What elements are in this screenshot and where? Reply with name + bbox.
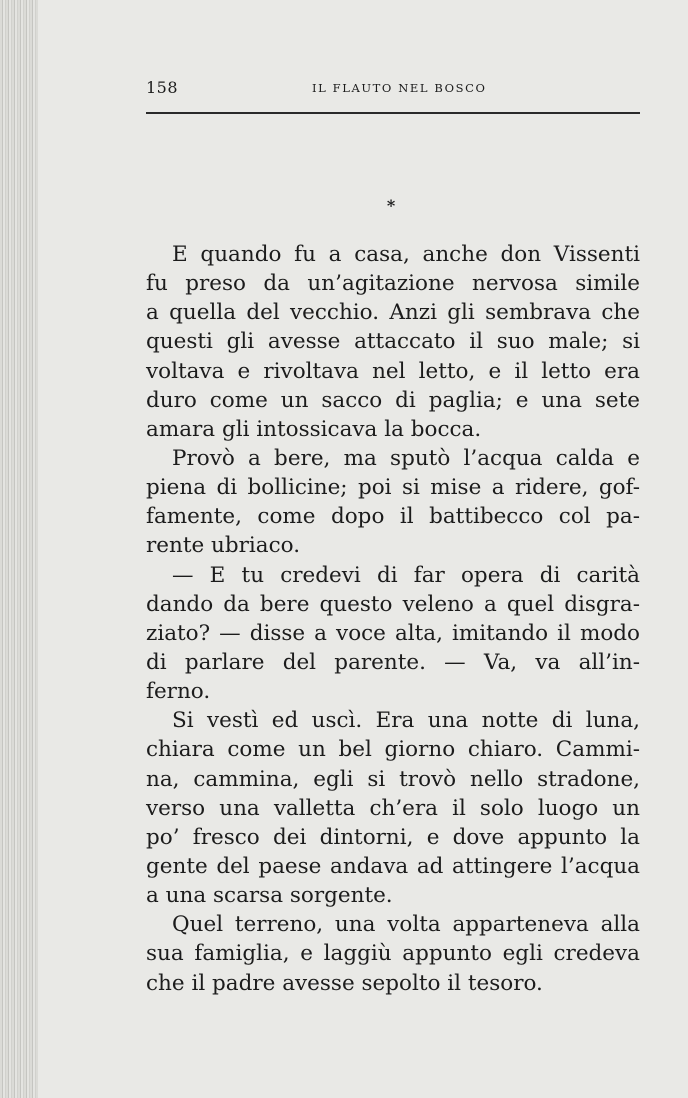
text-line: chiara come un bel giorno chiaro. Cammi- <box>146 737 640 763</box>
section-ornament: * <box>386 196 396 215</box>
text-line: duro come un sacco di paglia; e una sete <box>146 387 640 413</box>
text-line: E quando fu a casa, anche don Vissenti <box>172 242 640 267</box>
body-text <box>146 240 640 998</box>
text-line: Si vestì ed uscì. Era una notte di luna, <box>172 708 640 734</box>
text-line: piena di bollicine; poi si mise a ridere, gof- <box>146 475 640 501</box>
text-line: gente del paese andava ad attingere l’acqua <box>146 853 640 879</box>
page-gutter-shadow <box>0 0 38 1098</box>
text-line: dando da bere questo veleno a quel disgra- <box>146 591 640 617</box>
text-line: rente ubriaco. <box>146 533 301 559</box>
text-line: verso una valletta ch’era il solo luogo un <box>146 795 640 821</box>
text-line: Provò a bere, ma sputò l’acqua calda e <box>172 445 640 471</box>
header-rule <box>146 112 640 114</box>
text-line: a una scarsa sorgente. <box>146 883 393 909</box>
text-line: po’ fresco dei dintorni, e dove appunto la <box>146 824 640 850</box>
text-line: famente, come dopo il battibecco col pa- <box>146 504 640 530</box>
running-title: IL FLAUTO NEL BOSCO <box>312 81 487 95</box>
text-line: Quel terreno, una volta apparteneva alla <box>172 912 640 938</box>
text-line: questi gli avesse attaccato il suo male; si <box>146 329 640 355</box>
text-line: ziato? — disse a voce alta, imitando il modo <box>146 620 640 646</box>
text-line: amara gli intossicava la bocca. <box>146 416 482 442</box>
page-number: 158 <box>146 78 179 97</box>
text-line: sua famiglia, e laggiù appunto egli credeva <box>146 941 640 967</box>
text-line: di parlare del parente. — Va, va all’in- <box>146 649 640 675</box>
text-line: a quella del vecchio. Anzi gli sembrava che <box>146 300 640 326</box>
text-line: — E tu credevi di far opera di carità <box>172 562 640 588</box>
text-line: na, cammina, egli si trovò nello stradone, <box>146 766 640 792</box>
page-header <box>146 78 640 102</box>
text-line: voltava e rivoltava nel letto, e il letto era <box>146 358 640 384</box>
text-line: fu preso da un’agitazione nervosa simile <box>146 271 640 297</box>
text-line: ferno. <box>146 679 211 705</box>
text-line: che il padre avesse sepolto il tesoro. <box>146 970 543 996</box>
